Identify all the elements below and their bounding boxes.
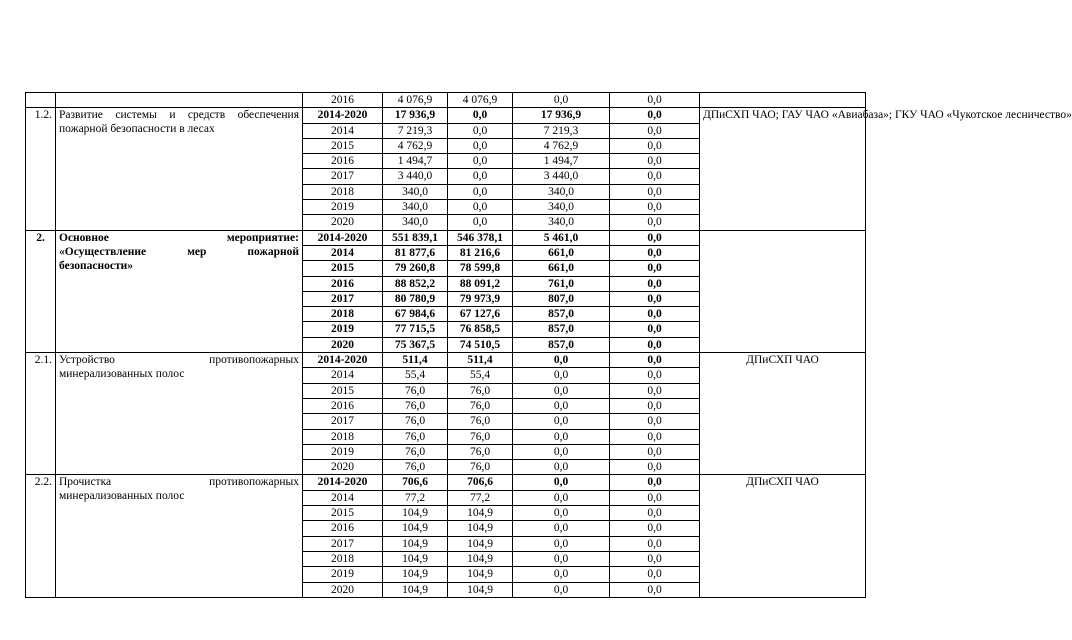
other-sources-cell: 0,0: [610, 307, 700, 322]
year-cell: 2019: [303, 322, 383, 337]
year-cell: 2017: [303, 414, 383, 429]
section-name-line: пожарной безопасности в лесах: [59, 123, 215, 136]
other-sources-cell: 0,0: [610, 460, 700, 475]
other-sources-cell: 0,0: [610, 261, 700, 276]
other-sources-cell: 0,0: [610, 138, 700, 153]
other-sources-cell: 0,0: [610, 154, 700, 169]
total-cell: 340,0: [383, 184, 448, 199]
federal-budget-cell: 340,0: [513, 200, 610, 215]
federal-budget-cell: 0,0: [513, 383, 610, 398]
other-sources-cell: 0,0: [610, 123, 700, 138]
federal-budget-cell: 0,0: [513, 506, 610, 521]
section-name-line: безопасности»: [59, 259, 133, 272]
year-cell: 2014: [303, 123, 383, 138]
other-sources-cell: 0,0: [610, 215, 700, 230]
federal-budget-cell: 0,0: [513, 444, 610, 459]
year-cell: 2016: [303, 276, 383, 291]
federal-budget-cell: 0,0: [513, 521, 610, 536]
district-budget-cell: 74 510,5: [448, 337, 513, 352]
total-cell: 1 494,7: [383, 154, 448, 169]
other-sources-cell: 0,0: [610, 245, 700, 260]
federal-budget-cell: 857,0: [513, 307, 610, 322]
index-cell: [26, 93, 56, 108]
federal-budget-cell: 0,0: [513, 582, 610, 597]
total-cell: 67 984,6: [383, 307, 448, 322]
district-budget-cell: 81 216,6: [448, 245, 513, 260]
section-name-line: Устройство противопожарных: [59, 354, 299, 367]
district-budget-cell: 88 091,2: [448, 276, 513, 291]
district-budget-cell: 77,2: [448, 490, 513, 505]
district-budget-cell: 706,6: [448, 475, 513, 490]
year-cell: 2014-2020: [303, 108, 383, 123]
year-cell: 2019: [303, 200, 383, 215]
district-budget-cell: 79 973,9: [448, 291, 513, 306]
total-cell: 340,0: [383, 200, 448, 215]
federal-budget-cell: 0,0: [513, 551, 610, 566]
total-cell: 551 839,1: [383, 230, 448, 245]
federal-budget-cell: 1 494,7: [513, 154, 610, 169]
other-sources-cell: 0,0: [610, 536, 700, 551]
year-cell: 2014-2020: [303, 475, 383, 490]
district-budget-cell: 0,0: [448, 200, 513, 215]
other-sources-cell: 0,0: [610, 200, 700, 215]
total-cell: 104,9: [383, 521, 448, 536]
federal-budget-cell: 5 461,0: [513, 230, 610, 245]
total-cell: 75 367,5: [383, 337, 448, 352]
district-budget-cell: 104,9: [448, 506, 513, 521]
section-name-line: Развитие системы и средств обеспечения: [59, 109, 299, 122]
district-budget-cell: 104,9: [448, 521, 513, 536]
table-row: [26, 475, 866, 490]
year-cell: 2020: [303, 582, 383, 597]
section-index-cell: 2.: [26, 230, 56, 352]
year-cell: 2019: [303, 444, 383, 459]
year-cell: 2018: [303, 307, 383, 322]
responsible-cell: [700, 93, 866, 108]
district-budget-cell: 0,0: [448, 123, 513, 138]
total-cell: 104,9: [383, 506, 448, 521]
district-budget-cell: 76 858,5: [448, 322, 513, 337]
year-cell: 2018: [303, 551, 383, 566]
year-cell: 2015: [303, 138, 383, 153]
federal-budget-cell: 807,0: [513, 291, 610, 306]
district-budget-cell: 0,0: [448, 215, 513, 230]
district-budget-cell: 78 599,8: [448, 261, 513, 276]
total-cell: 80 780,9: [383, 291, 448, 306]
responsible-executor-cell: [700, 230, 866, 352]
section-name-cell: [56, 475, 303, 597]
total-cell: 81 877,6: [383, 245, 448, 260]
table-row: [26, 108, 866, 123]
total-cell: 706,6: [383, 475, 448, 490]
section-index-cell: 2.2.: [26, 475, 56, 597]
federal-budget-cell: 661,0: [513, 245, 610, 260]
total-cell: 76,0: [383, 383, 448, 398]
district-budget-cell: 0,0: [448, 184, 513, 199]
other-sources-cell: 0,0: [610, 429, 700, 444]
federal-budget-cell: 0,0: [513, 475, 610, 490]
federal-budget-cell: 0,0: [513, 93, 610, 108]
other-sources-cell: 0,0: [610, 322, 700, 337]
other-sources-cell: 0,0: [610, 184, 700, 199]
district-budget-cell: 104,9: [448, 582, 513, 597]
district-budget-cell: 76,0: [448, 429, 513, 444]
total-cell: 55,4: [383, 368, 448, 383]
section-name-line: Прочистка противопожарных: [59, 476, 299, 489]
total-cell: 104,9: [383, 536, 448, 551]
district-budget-cell: 546 378,1: [448, 230, 513, 245]
federal-budget-cell: 3 440,0: [513, 169, 610, 184]
other-sources-cell: 0,0: [610, 169, 700, 184]
section-index-cell: 2.1.: [26, 353, 56, 475]
other-sources-cell: 0,0: [610, 490, 700, 505]
district-budget-cell: 0,0: [448, 169, 513, 184]
year-cell: 2016: [303, 154, 383, 169]
other-sources-cell: 0,0: [610, 353, 700, 368]
section-name-cell: [56, 353, 303, 475]
federal-budget-cell: 0,0: [513, 368, 610, 383]
year-cell: 2016: [303, 398, 383, 413]
year-cell: 2020: [303, 337, 383, 352]
total-cell: 17 936,9: [383, 108, 448, 123]
year-cell: 2014-2020: [303, 353, 383, 368]
total-cell: 76,0: [383, 460, 448, 475]
year-cell: 2014: [303, 490, 383, 505]
year-cell: 2018: [303, 184, 383, 199]
district-budget-cell: 76,0: [448, 398, 513, 413]
year-cell: 2016: [303, 93, 383, 108]
federal-budget-cell: 0,0: [513, 567, 610, 582]
table-body: [26, 93, 1072, 598]
total-cell: 3 440,0: [383, 169, 448, 184]
section-name-line: минерализованных полос: [59, 490, 185, 503]
other-sources-cell: 0,0: [610, 108, 700, 123]
federal-budget-cell: 340,0: [513, 215, 610, 230]
section-name-cell: [56, 230, 303, 352]
section-name-line: Основное мероприятие:: [59, 231, 299, 244]
total-cell: 104,9: [383, 582, 448, 597]
year-cell: 2015: [303, 261, 383, 276]
federal-budget-cell: 7 219,3: [513, 123, 610, 138]
district-budget-cell: 0,0: [448, 108, 513, 123]
district-budget-cell: 104,9: [448, 536, 513, 551]
table-row: [26, 353, 866, 368]
district-budget-cell: 0,0: [448, 138, 513, 153]
federal-budget-cell: 0,0: [513, 353, 610, 368]
federal-budget-cell: 17 936,9: [513, 108, 610, 123]
district-budget-cell: 67 127,6: [448, 307, 513, 322]
other-sources-cell: 0,0: [610, 551, 700, 566]
other-sources-cell: 0,0: [610, 567, 700, 582]
total-cell: 77,2: [383, 490, 448, 505]
section-name-cell: [56, 108, 303, 230]
other-sources-cell: 0,0: [610, 414, 700, 429]
federal-budget-cell: 761,0: [513, 276, 610, 291]
district-budget-cell: 76,0: [448, 460, 513, 475]
responsible-executor-cell: ДПиСХП ЧАО; ГАУ ЧАО «Авиабаза»; ГКУ ЧАО «Чукотское лесничество»: [700, 108, 866, 230]
total-cell: 76,0: [383, 414, 448, 429]
other-sources-cell: 0,0: [610, 398, 700, 413]
total-cell: 4 762,9: [383, 138, 448, 153]
federal-budget-cell: 0,0: [513, 536, 610, 551]
other-sources-cell: 0,0: [610, 276, 700, 291]
year-cell: 2015: [303, 506, 383, 521]
other-sources-cell: 0,0: [610, 230, 700, 245]
other-sources-cell: 0,0: [610, 368, 700, 383]
federal-budget-cell: 0,0: [513, 398, 610, 413]
total-cell: 77 715,5: [383, 322, 448, 337]
district-budget-cell: 0,0: [448, 154, 513, 169]
district-budget-cell: 55,4: [448, 368, 513, 383]
federal-budget-cell: 857,0: [513, 322, 610, 337]
total-cell: 4 076,9: [383, 93, 448, 108]
district-budget-cell: 104,9: [448, 567, 513, 582]
total-cell: 76,0: [383, 444, 448, 459]
federal-budget-cell: 340,0: [513, 184, 610, 199]
other-sources-cell: 0,0: [610, 475, 700, 490]
total-cell: 79 260,8: [383, 261, 448, 276]
district-budget-cell: 4 076,9: [448, 93, 513, 108]
total-cell: 7 219,3: [383, 123, 448, 138]
section-name-line: «Осуществление мер пожарной: [59, 245, 299, 258]
year-cell: 2014-2020: [303, 230, 383, 245]
total-cell: 104,9: [383, 551, 448, 566]
district-budget-cell: 76,0: [448, 444, 513, 459]
other-sources-cell: 0,0: [610, 444, 700, 459]
year-cell: 2018: [303, 429, 383, 444]
federal-budget-cell: 0,0: [513, 460, 610, 475]
total-cell: 104,9: [383, 567, 448, 582]
federal-budget-cell: 0,0: [513, 429, 610, 444]
year-cell: 2015: [303, 383, 383, 398]
table-row-top: [26, 93, 866, 108]
responsible-executor-cell: ДПиСХП ЧАО: [700, 475, 866, 597]
table-row: [26, 230, 866, 245]
district-budget-cell: 76,0: [448, 383, 513, 398]
year-cell: 2014: [303, 368, 383, 383]
other-sources-cell: 0,0: [610, 582, 700, 597]
other-sources-cell: 0,0: [610, 93, 700, 108]
year-cell: 2017: [303, 169, 383, 184]
other-sources-cell: 0,0: [610, 291, 700, 306]
federal-budget-cell: 0,0: [513, 414, 610, 429]
total-cell: 76,0: [383, 398, 448, 413]
total-cell: 511,4: [383, 353, 448, 368]
year-cell: 2017: [303, 291, 383, 306]
district-budget-cell: 511,4: [448, 353, 513, 368]
year-cell: 2014: [303, 245, 383, 260]
year-cell: 2017: [303, 536, 383, 551]
federal-budget-cell: 661,0: [513, 261, 610, 276]
other-sources-cell: 0,0: [610, 521, 700, 536]
section-index-cell: 1.2.: [26, 108, 56, 230]
federal-budget-cell: 4 762,9: [513, 138, 610, 153]
other-sources-cell: 0,0: [610, 383, 700, 398]
federal-budget-cell: 857,0: [513, 337, 610, 352]
year-cell: 2016: [303, 521, 383, 536]
total-cell: 76,0: [383, 429, 448, 444]
year-cell: 2020: [303, 460, 383, 475]
district-budget-cell: 76,0: [448, 414, 513, 429]
name-cell: [56, 93, 303, 108]
federal-budget-cell: 0,0: [513, 490, 610, 505]
year-cell: 2019: [303, 567, 383, 582]
responsible-executor-cell: ДПиСХП ЧАО: [700, 353, 866, 475]
year-cell: 2020: [303, 215, 383, 230]
total-cell: 340,0: [383, 215, 448, 230]
other-sources-cell: 0,0: [610, 506, 700, 521]
budget-table: [25, 92, 1072, 598]
total-cell: 88 852,2: [383, 276, 448, 291]
section-name-line: минерализованных полос: [59, 368, 185, 381]
other-sources-cell: 0,0: [610, 337, 700, 352]
district-budget-cell: 104,9: [448, 551, 513, 566]
